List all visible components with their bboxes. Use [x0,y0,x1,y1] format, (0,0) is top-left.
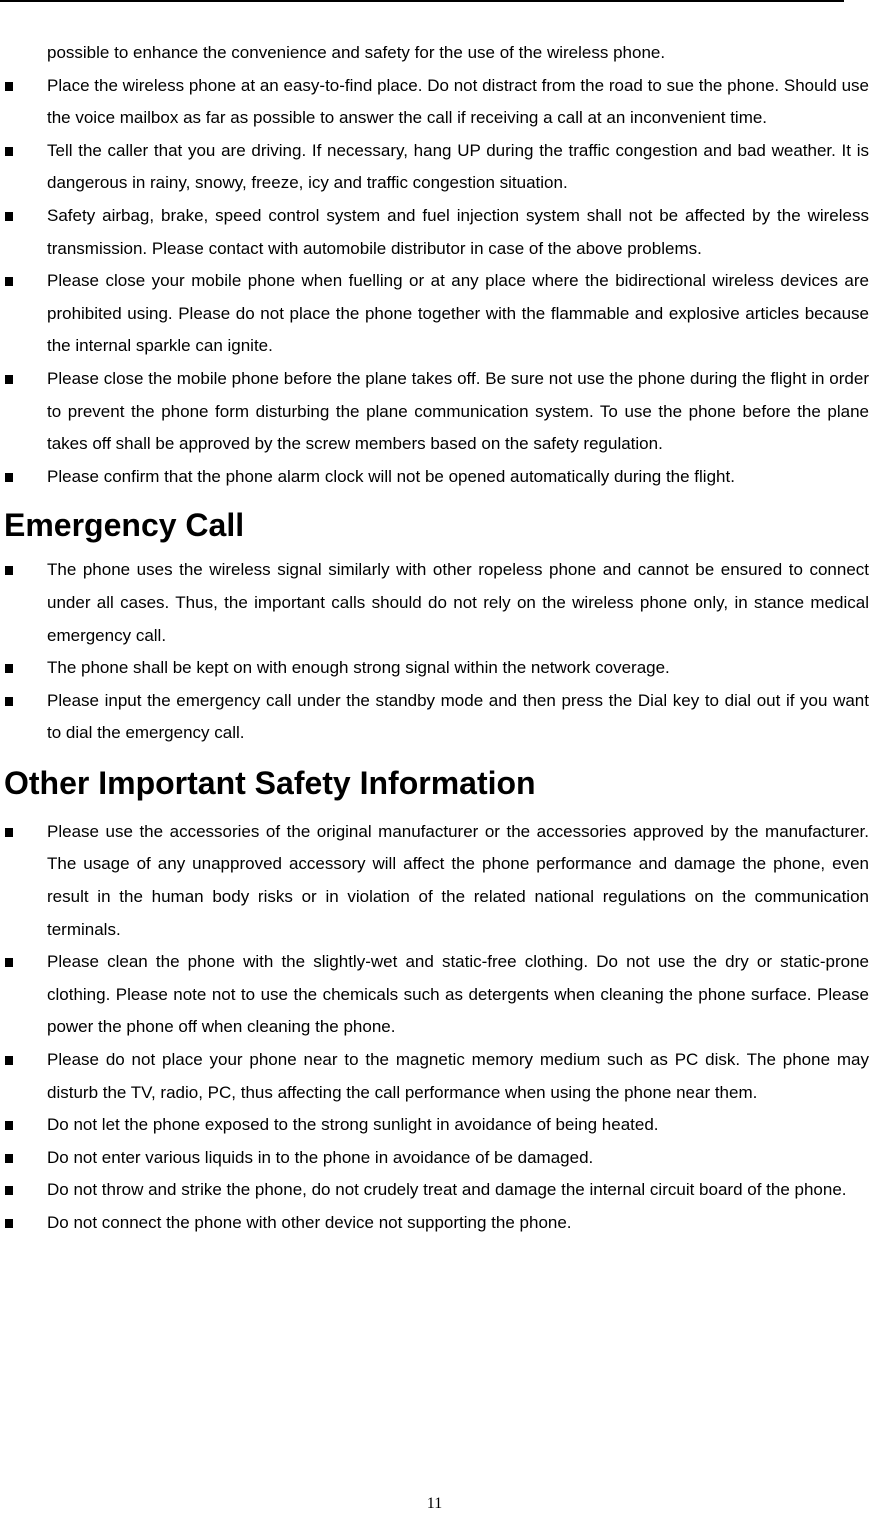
list-item: Please close your mobile phone when fuelling or at any place where the bidirectional wireless devices are prohibited using. Please do not place the phone together with the flammable and explosive articles because the internal sparkle can ignite. [4,265,869,363]
header-rule [0,0,844,2]
list-item: Please clean the phone with the slightly-wet and static-free clothing. Do not use the dry or static-prone clothing. Please note not to use the chemicals such as detergents when cleaning the phone surface. Please power the phone off when cleaning the phone. [4,946,869,1044]
square-bullet-icon [5,1056,13,1065]
square-bullet-icon [5,277,13,286]
square-bullet-icon [5,212,13,221]
square-bullet-icon [5,958,13,967]
list-item: The phone shall be kept on with enough strong signal within the network coverage. [4,652,869,685]
list-item: Safety airbag, brake, speed control system and fuel injection system shall not be affected by the wireless transmission. Please contact with automobile distributor in case of the above problems. [4,200,869,265]
other-safety-list [4,816,869,1240]
list-item: Do not enter various liquids in to the phone in avoidance of be damaged. [4,1142,869,1175]
driving-safety-list [4,70,869,494]
list-item: Please input the emergency call under the standby mode and then press the Dial key to dial out if you want to dial the emergency call. [4,685,869,750]
list-item: Please confirm that the phone alarm clock will not be opened automatically during the flight. [4,461,869,494]
square-bullet-icon [5,147,13,156]
section-heading-emergency-call: Emergency Call [4,507,245,544]
emergency-call-list [4,554,869,750]
list-item: Please do not place your phone near to the magnetic memory medium such as PC disk. The phone may disturb the TV, radio, PC, thus affecting the call performance when using the phone near them. [4,1044,869,1109]
square-bullet-icon [5,473,13,482]
square-bullet-icon [5,664,13,673]
list-item: Please close the mobile phone before the plane takes off. Be sure not use the phone during the flight in order to prevent the phone form disturbing the plane communication system. To use the phone before the plane takes off shall be approved by the screw members based on the safety regulation. [4,363,869,461]
square-bullet-icon [5,375,13,384]
square-bullet-icon [5,1219,13,1228]
square-bullet-icon [5,1186,13,1195]
square-bullet-icon [5,82,13,91]
square-bullet-icon [5,1121,13,1130]
list-item: Please use the accessories of the original manufacturer or the accessories approved by the manufacturer. The usage of any unapproved accessory will affect the phone performance and damage the phone, even result in the human body risks or in violation of the related national regulations on the communication terminals. [4,816,869,946]
list-item: Tell the caller that you are driving. If necessary, hang UP during the traffic congestion and bad weather. It is dangerous in rainy, snowy, freeze, icy and traffic congestion situation. [4,135,869,200]
section-heading-other-safety: Other Important Safety Information [4,764,536,801]
square-bullet-icon [5,566,13,575]
list-item: Do not throw and strike the phone, do not crudely treat and damage the internal circuit board of the phone. [4,1174,869,1207]
list-item: Do not let the phone exposed to the strong sunlight in avoidance of being heated. [4,1109,869,1142]
square-bullet-icon [5,1154,13,1163]
page-content [4,37,869,1240]
intro-continuation: possible to enhance the convenience and safety for the use of the wireless phone. [47,43,666,62]
square-bullet-icon [5,697,13,706]
page-number: 11 [426,1495,443,1512]
list-item: Do not connect the phone with other device not supporting the phone. [4,1207,869,1240]
list-item: The phone uses the wireless signal similarly with other ropeless phone and cannot be ensured to connect under all cases. Thus, the important calls should do not rely on the wireless phone only, in stance medical emergency call. [4,554,869,652]
square-bullet-icon [5,828,13,837]
list-item: Place the wireless phone at an easy-to-find place. Do not distract from the road to sue the phone. Should use the voice mailbox as far as possible to answer the call if receiving a call at an inconvenient time. [4,70,869,135]
